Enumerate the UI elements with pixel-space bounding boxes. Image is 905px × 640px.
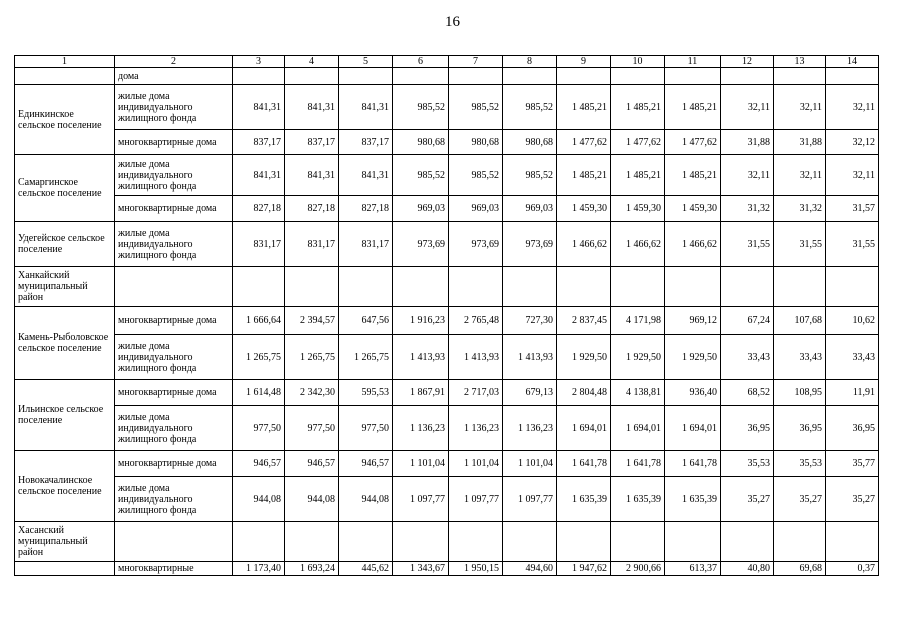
column-number: 11	[665, 56, 721, 68]
value-cell: 1 916,23	[393, 307, 449, 335]
column-number: 2	[115, 56, 233, 68]
value-cell: 2 717,03	[449, 380, 503, 406]
value-cell: 107,68	[774, 307, 826, 335]
housing-type: жилые дома индивидуального жилищного фонда	[115, 335, 233, 380]
settlement-name: Новокачалинское сельское поселение	[15, 451, 115, 522]
value-cell: 0,37	[826, 562, 879, 576]
table-row	[15, 406, 879, 451]
value-cell: 1 413,93	[449, 335, 503, 380]
tariff-table	[14, 55, 879, 576]
column-number: 3	[233, 56, 285, 68]
value-cell: 946,57	[233, 451, 285, 477]
value-cell: 31,55	[721, 222, 774, 267]
value-cell: 977,50	[233, 406, 285, 451]
value-cell: 841,31	[339, 155, 393, 196]
value-cell: 973,69	[503, 222, 557, 267]
housing-type	[115, 267, 233, 307]
column-number: 13	[774, 56, 826, 68]
value-cell: 1 635,39	[557, 477, 611, 522]
value-cell: 973,69	[393, 222, 449, 267]
value-cell: 827,18	[339, 196, 393, 222]
settlement-name: Удегейское сельское поселение	[15, 222, 115, 267]
value-cell: 1 641,78	[665, 451, 721, 477]
value-cell	[774, 68, 826, 85]
value-cell: 1 265,75	[339, 335, 393, 380]
value-cell: 36,95	[826, 406, 879, 451]
value-cell	[826, 68, 879, 85]
value-cell: 595,53	[339, 380, 393, 406]
column-number: 6	[393, 56, 449, 68]
value-cell: 946,57	[339, 451, 393, 477]
value-cell: 31,55	[826, 222, 879, 267]
value-cell: 35,27	[826, 477, 879, 522]
value-cell: 837,17	[233, 130, 285, 155]
value-cell: 1 485,21	[665, 155, 721, 196]
value-cell: 841,31	[233, 85, 285, 130]
value-cell: 985,52	[393, 85, 449, 130]
value-cell: 613,37	[665, 562, 721, 576]
column-number-row	[15, 56, 879, 68]
column-number: 12	[721, 56, 774, 68]
column-number: 4	[285, 56, 339, 68]
value-cell: 36,95	[774, 406, 826, 451]
value-cell	[339, 68, 393, 85]
value-cell: 969,03	[503, 196, 557, 222]
value-cell: 31,57	[826, 196, 879, 222]
value-cell: 4 171,98	[611, 307, 665, 335]
value-cell: 1 097,77	[393, 477, 449, 522]
value-cell	[721, 267, 774, 307]
value-cell	[774, 267, 826, 307]
value-cell: 1 343,67	[393, 562, 449, 576]
table-row	[15, 222, 879, 267]
value-cell	[721, 522, 774, 562]
value-cell: 2 804,48	[557, 380, 611, 406]
housing-type: жилые дома индивидуального жилищного фонда	[115, 222, 233, 267]
value-cell	[393, 522, 449, 562]
value-cell: 2 765,48	[449, 307, 503, 335]
value-cell: 2 900,66	[611, 562, 665, 576]
value-cell	[285, 267, 339, 307]
value-cell: 827,18	[285, 196, 339, 222]
value-cell: 33,43	[774, 335, 826, 380]
value-cell: 980,68	[393, 130, 449, 155]
value-cell	[285, 68, 339, 85]
value-cell: 36,95	[721, 406, 774, 451]
housing-type: многоквартирные дома	[115, 380, 233, 406]
value-cell: 977,50	[285, 406, 339, 451]
value-cell: 35,77	[826, 451, 879, 477]
housing-type: жилые дома индивидуального жилищного фонда	[115, 85, 233, 130]
value-cell: 31,32	[774, 196, 826, 222]
value-cell: 1 693,24	[285, 562, 339, 576]
value-cell	[665, 522, 721, 562]
value-cell: 2 394,57	[285, 307, 339, 335]
housing-type: многоквартирные	[115, 562, 233, 576]
value-cell	[503, 522, 557, 562]
value-cell: 32,11	[721, 155, 774, 196]
value-cell: 32,11	[721, 85, 774, 130]
value-cell: 1 929,50	[557, 335, 611, 380]
value-cell: 31,88	[721, 130, 774, 155]
table-row	[15, 267, 879, 307]
value-cell	[449, 522, 503, 562]
value-cell: 1 694,01	[557, 406, 611, 451]
value-cell: 1 466,62	[557, 222, 611, 267]
value-cell: 1 950,15	[449, 562, 503, 576]
value-cell: 837,17	[285, 130, 339, 155]
table-row	[15, 451, 879, 477]
value-cell: 68,52	[721, 380, 774, 406]
settlement-name: Камень-Рыболовское сельское поселение	[15, 307, 115, 380]
value-cell: 494,60	[503, 562, 557, 576]
settlement-name: Хасанский муниципальный район	[15, 522, 115, 562]
value-cell: 35,27	[721, 477, 774, 522]
value-cell: 108,95	[774, 380, 826, 406]
housing-type: жилые дома индивидуального жилищного фонда	[115, 406, 233, 451]
value-cell: 33,43	[826, 335, 879, 380]
settlement-name: Самаргинское сельское поселение	[15, 155, 115, 222]
value-cell: 32,11	[774, 155, 826, 196]
value-cell	[233, 267, 285, 307]
value-cell: 32,12	[826, 130, 879, 155]
value-cell: 11,91	[826, 380, 879, 406]
column-number: 14	[826, 56, 879, 68]
value-cell: 35,27	[774, 477, 826, 522]
housing-type: жилые дома индивидуального жилищного фонда	[115, 477, 233, 522]
value-cell	[339, 267, 393, 307]
value-cell: 980,68	[449, 130, 503, 155]
value-cell: 1 459,30	[611, 196, 665, 222]
value-cell: 33,43	[721, 335, 774, 380]
value-cell: 31,55	[774, 222, 826, 267]
value-cell: 679,13	[503, 380, 557, 406]
value-cell	[721, 68, 774, 85]
value-cell: 31,88	[774, 130, 826, 155]
value-cell: 1 459,30	[557, 196, 611, 222]
value-cell: 985,52	[449, 155, 503, 196]
column-number: 1	[15, 56, 115, 68]
value-cell: 2 837,45	[557, 307, 611, 335]
value-cell: 977,50	[339, 406, 393, 451]
value-cell	[233, 522, 285, 562]
value-cell	[774, 522, 826, 562]
value-cell: 841,31	[233, 155, 285, 196]
value-cell	[611, 68, 665, 85]
value-cell: 985,52	[449, 85, 503, 130]
value-cell: 1 265,75	[285, 335, 339, 380]
column-number: 7	[449, 56, 503, 68]
value-cell: 1 694,01	[611, 406, 665, 451]
table-row	[15, 562, 879, 576]
table-row	[15, 522, 879, 562]
value-cell: 969,12	[665, 307, 721, 335]
value-cell	[285, 522, 339, 562]
value-cell: 1 485,21	[611, 155, 665, 196]
value-cell: 944,08	[285, 477, 339, 522]
value-cell: 1 173,40	[233, 562, 285, 576]
value-cell: 445,62	[339, 562, 393, 576]
value-cell: 40,80	[721, 562, 774, 576]
value-cell: 1 101,04	[503, 451, 557, 477]
value-cell: 727,30	[503, 307, 557, 335]
settlement-name	[15, 68, 115, 85]
value-cell: 32,11	[826, 155, 879, 196]
value-cell: 10,62	[826, 307, 879, 335]
value-cell: 35,53	[721, 451, 774, 477]
value-cell: 69,68	[774, 562, 826, 576]
value-cell: 1 477,62	[665, 130, 721, 155]
value-cell	[393, 267, 449, 307]
housing-type: многоквартирные дома	[115, 130, 233, 155]
value-cell: 1 485,21	[611, 85, 665, 130]
value-cell: 969,03	[393, 196, 449, 222]
value-cell: 1 485,21	[557, 155, 611, 196]
column-number: 9	[557, 56, 611, 68]
housing-type: многоквартирные дома	[115, 451, 233, 477]
value-cell: 647,56	[339, 307, 393, 335]
value-cell: 1 101,04	[393, 451, 449, 477]
value-cell	[665, 267, 721, 307]
value-cell: 841,31	[285, 85, 339, 130]
value-cell: 837,17	[339, 130, 393, 155]
value-cell: 831,17	[285, 222, 339, 267]
value-cell	[503, 267, 557, 307]
value-cell	[339, 522, 393, 562]
value-cell: 35,53	[774, 451, 826, 477]
value-cell: 1 477,62	[611, 130, 665, 155]
value-cell: 1 641,78	[557, 451, 611, 477]
value-cell	[557, 68, 611, 85]
value-cell: 31,32	[721, 196, 774, 222]
value-cell: 1 666,64	[233, 307, 285, 335]
column-number: 10	[611, 56, 665, 68]
value-cell: 1 635,39	[611, 477, 665, 522]
value-cell: 944,08	[233, 477, 285, 522]
value-cell: 985,52	[503, 85, 557, 130]
value-cell: 831,17	[233, 222, 285, 267]
value-cell: 973,69	[449, 222, 503, 267]
value-cell: 1 413,93	[393, 335, 449, 380]
table-row	[15, 477, 879, 522]
value-cell	[557, 522, 611, 562]
value-cell: 831,17	[339, 222, 393, 267]
value-cell: 1 929,50	[611, 335, 665, 380]
value-cell: 1 097,77	[449, 477, 503, 522]
value-cell: 32,11	[826, 85, 879, 130]
value-cell: 1 265,75	[233, 335, 285, 380]
value-cell: 980,68	[503, 130, 557, 155]
value-cell: 1 136,23	[503, 406, 557, 451]
value-cell: 1 136,23	[393, 406, 449, 451]
value-cell: 1 641,78	[611, 451, 665, 477]
value-cell	[826, 267, 879, 307]
settlement-name: Ханкайский муниципальный район	[15, 267, 115, 307]
value-cell: 1 466,62	[611, 222, 665, 267]
value-cell	[503, 68, 557, 85]
value-cell: 1 694,01	[665, 406, 721, 451]
value-cell	[665, 68, 721, 85]
value-cell	[449, 68, 503, 85]
value-cell: 2 342,30	[285, 380, 339, 406]
settlement-name	[15, 562, 115, 576]
value-cell: 841,31	[339, 85, 393, 130]
value-cell: 841,31	[285, 155, 339, 196]
table-row	[15, 196, 879, 222]
value-cell: 1 101,04	[449, 451, 503, 477]
value-cell: 1 097,77	[503, 477, 557, 522]
value-cell: 1 485,21	[557, 85, 611, 130]
value-cell: 32,11	[774, 85, 826, 130]
value-cell	[393, 68, 449, 85]
value-cell: 1 614,48	[233, 380, 285, 406]
housing-type: жилые дома индивидуального жилищного фонда	[115, 155, 233, 196]
value-cell	[449, 267, 503, 307]
housing-type: дома	[115, 68, 233, 85]
value-cell	[611, 522, 665, 562]
table-row	[15, 335, 879, 380]
table-row	[15, 307, 879, 335]
table-row	[15, 130, 879, 155]
table-row	[15, 155, 879, 196]
value-cell	[557, 267, 611, 307]
value-cell: 1 466,62	[665, 222, 721, 267]
table-row	[15, 85, 879, 130]
value-cell: 1 413,93	[503, 335, 557, 380]
value-cell: 1 635,39	[665, 477, 721, 522]
table-row	[15, 68, 879, 85]
value-cell: 1 485,21	[665, 85, 721, 130]
settlement-name: Единкинское сельское поселение	[15, 85, 115, 155]
housing-type	[115, 522, 233, 562]
value-cell: 946,57	[285, 451, 339, 477]
page-number: 16	[445, 14, 460, 30]
value-cell: 1 136,23	[449, 406, 503, 451]
value-cell: 1 867,91	[393, 380, 449, 406]
column-number: 8	[503, 56, 557, 68]
value-cell	[611, 267, 665, 307]
value-cell	[233, 68, 285, 85]
housing-type: многоквартирные дома	[115, 196, 233, 222]
value-cell: 1 477,62	[557, 130, 611, 155]
value-cell: 67,24	[721, 307, 774, 335]
value-cell: 936,40	[665, 380, 721, 406]
value-cell: 1 459,30	[665, 196, 721, 222]
value-cell: 1 947,62	[557, 562, 611, 576]
value-cell: 969,03	[449, 196, 503, 222]
value-cell: 1 929,50	[665, 335, 721, 380]
value-cell: 985,52	[503, 155, 557, 196]
column-number: 5	[339, 56, 393, 68]
value-cell: 985,52	[393, 155, 449, 196]
housing-type: многоквартирные дома	[115, 307, 233, 335]
value-cell: 944,08	[339, 477, 393, 522]
value-cell: 827,18	[233, 196, 285, 222]
table-row	[15, 380, 879, 406]
settlement-name: Ильинское сельское поселение	[15, 380, 115, 451]
value-cell	[826, 522, 879, 562]
value-cell: 4 138,81	[611, 380, 665, 406]
